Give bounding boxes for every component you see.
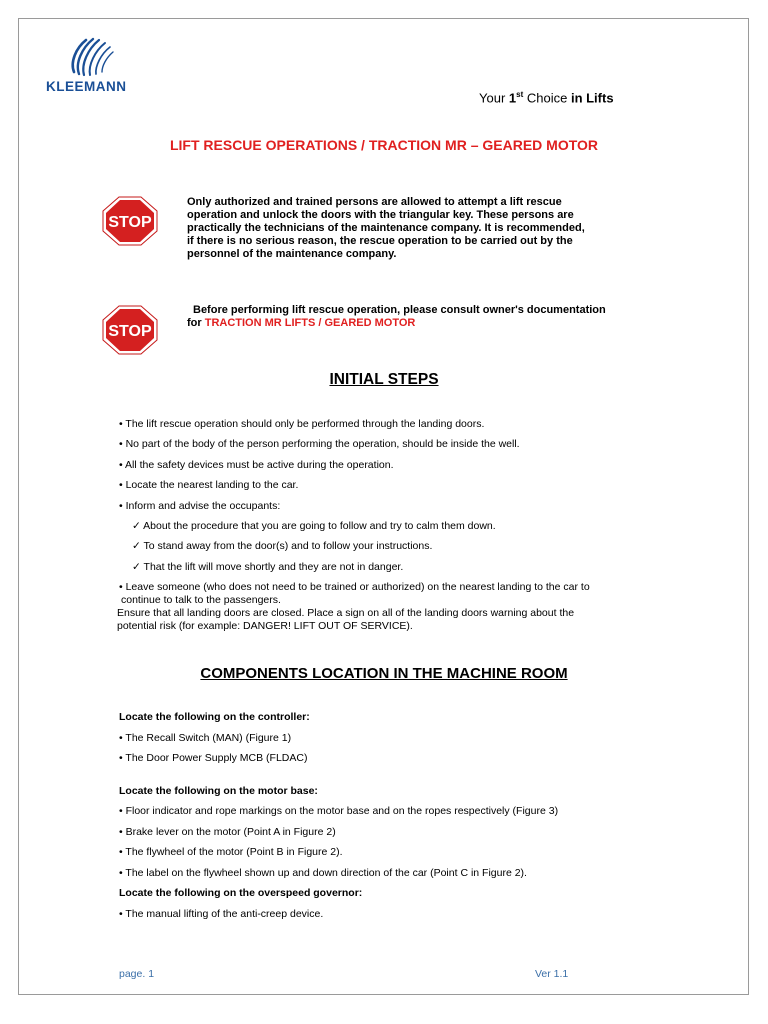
warning-line: Only authorized and trained persons are allowed to attempt a lift rescue <box>187 196 562 208</box>
warning-line: Before performing lift rescue operation, please consult owner's documentation <box>193 304 606 316</box>
checklist-item: ✓ That the lift will move shortly and they are not in danger. <box>132 561 404 573</box>
list-item: • The label on the flywheel shown up and down direction of the car (Point C in Figure 2). <box>119 867 527 879</box>
logo-text: KLEEMANN <box>46 79 127 94</box>
list-item: • Locate the nearest landing to the car. <box>119 479 299 491</box>
initial-steps-heading: INITIAL STEPS <box>329 371 439 388</box>
components-heading: COMPONENTS LOCATION IN THE MACHINE ROOM <box>200 665 568 682</box>
list-item: • Brake lever on the motor (Point A in Figure 2) <box>119 826 336 838</box>
page-number: page. 1 <box>119 968 155 980</box>
leave-someone-paragraph: • Leave someone (who does not need to be trained or authorized) on the nearest landing to the car to continue to talk to the passengers. Ensure that all landing doors are closed. Place a sign on all of the landing doors warning about the potential risk (for example: DANGER! LIFT OUT OF SERVICE). <box>117 581 590 632</box>
logo-waves-icon <box>46 32 146 78</box>
tagline: Your 1st Choice in Lifts <box>479 90 614 106</box>
stop-sign-icon <box>101 304 159 361</box>
svg-text:STOP: STOP <box>108 323 152 340</box>
list-item: • Floor indicator and rope markings on the motor base and on the ropes respectively (Figure 3) <box>119 805 559 817</box>
warning-line: practically the technicians of the maintenance company. It is recommended, <box>187 222 585 234</box>
kleemann-logo <box>46 32 146 94</box>
controller-subheading: Locate the following on the controller: <box>119 711 310 723</box>
svg-text:STOP: STOP <box>108 214 152 231</box>
warning-line: if there is no serious reason, the rescue operation to be carried out by the <box>187 235 573 247</box>
version-label: Ver 1.1 <box>535 968 569 980</box>
warning-line: operation and unlock the doors with the triangular key. These persons are <box>187 209 574 221</box>
list-item: • No part of the body of the person performing the operation, should be inside the well. <box>119 438 520 450</box>
list-item: • The flywheel of the motor (Point B in Figure 2). <box>119 846 343 858</box>
list-item: • Inform and advise the occupants: <box>119 500 281 512</box>
governor-subheading: Locate the following on the overspeed governor: <box>119 887 363 899</box>
warning-line: for TRACTION MR LIFTS / GEARED MOTOR <box>187 317 416 329</box>
stop-sign-icon <box>101 195 159 252</box>
checklist-item: ✓ To stand away from the door(s) and to follow your instructions. <box>132 540 433 552</box>
warning-consult-documentation <box>187 304 606 330</box>
warning-line: personnel of the maintenance company. <box>187 248 397 260</box>
motor-base-subheading: Locate the following on the motor base: <box>119 785 318 797</box>
list-item: • The Door Power Supply MCB (FLDAC) <box>119 752 308 764</box>
list-item: • All the safety devices must be active during the operation. <box>119 459 394 471</box>
warning-authorized-persons <box>187 196 585 261</box>
list-item: • The lift rescue operation should only be performed through the landing doors. <box>119 418 485 430</box>
list-item: • The manual lifting of the anti-creep device. <box>119 908 324 920</box>
checklist-item: ✓ About the procedure that you are going to follow and try to calm them down. <box>132 520 496 532</box>
document-title: LIFT RESCUE OPERATIONS / TRACTION MR – GEARED MOTOR <box>169 137 599 153</box>
list-item: • The Recall Switch (MAN) (Figure 1) <box>119 732 292 744</box>
